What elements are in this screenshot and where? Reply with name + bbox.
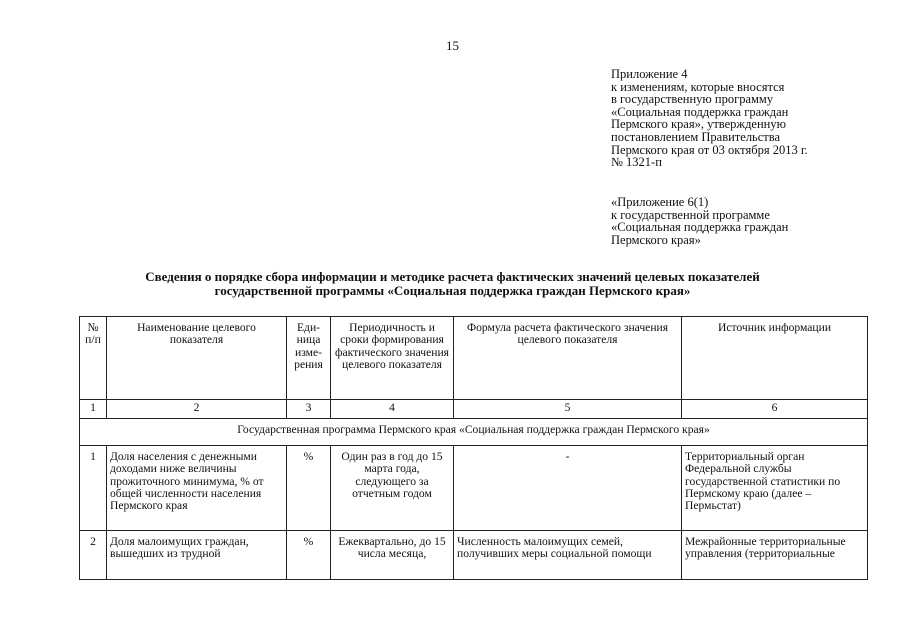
table-row: [80, 531, 868, 580]
annex-line: Приложение 4: [611, 67, 688, 81]
cell-number: 1: [80, 446, 107, 531]
table-header-row: [80, 317, 868, 400]
column-numbers-row: [80, 400, 868, 419]
section-title: Государственная программа Пермского края «Социальная поддержка граждан Пермского края»: [80, 419, 868, 446]
document-title-line1: Сведения о порядке сбора информации и методике расчета фактических значений целевых показателей: [145, 269, 760, 284]
cell-unit: %: [287, 446, 331, 531]
cell-formula: Численность малоимущих семей, получивших меры социальной помощи: [454, 531, 682, 580]
annex-program-block: [611, 196, 881, 246]
header-periodicity: Периодичность и сроки формирования фактического значения целевого показателя: [331, 317, 454, 400]
cell-indicator-name: Доля населения с денежными доходами ниже величины прожиточного минимума, % от общей численности населения Пермского края: [107, 446, 287, 531]
cell-indicator-name: Доля малоимущих граждан, вышедших из трудной: [107, 531, 287, 580]
header-number: № п/п: [80, 317, 107, 400]
annex-program-line: Пермского края»: [611, 232, 701, 247]
cell-unit: %: [287, 531, 331, 580]
document-title: [0, 270, 905, 298]
cell-formula: -: [454, 446, 682, 531]
section-row: [80, 419, 868, 446]
cell-number: 2: [80, 531, 107, 580]
annex-program-line: «Приложение 6(1): [611, 195, 709, 209]
table-row: [80, 446, 868, 531]
indicators-table: [79, 316, 868, 580]
annex-program-line: «Социальная поддержка граждан: [611, 220, 789, 235]
annex-line: «Социальная поддержка граждан: [611, 104, 789, 119]
annex-line: Пермского края от 03 октября 2013 г.: [611, 142, 808, 157]
column-number: 5: [454, 400, 682, 419]
header-indicator-name: Наименование целевого показателя: [107, 317, 287, 400]
column-number: 2: [107, 400, 287, 419]
cell-source: Межрайонные территориальные управления (территориальные: [682, 531, 868, 580]
cell-periodicity: Один раз в год до 15 марта года, следующего за отчетным годом: [331, 446, 454, 531]
annex-program-line: к государственной программе: [611, 207, 770, 222]
annex-line: в государственную программу: [611, 92, 774, 107]
annex-line: постановлением Правительства: [611, 129, 781, 144]
header-source: Источник информации: [682, 317, 868, 400]
header-unit: Еди-ница изме-рения: [287, 317, 331, 400]
page-number: 15: [446, 38, 459, 53]
document-title-line2: государственной программы «Социальная поддержка граждан Пермского края»: [214, 283, 691, 298]
header-formula: Формула расчета фактического значения целевого показателя: [454, 317, 682, 400]
annex-line: № 1321-п: [611, 155, 662, 170]
column-number: 3: [287, 400, 331, 419]
column-number: 6: [682, 400, 868, 419]
annex-line: Пермского края», утвержденную: [611, 117, 786, 132]
annex-block: [611, 68, 881, 169]
column-number: 1: [80, 400, 107, 419]
column-number: 4: [331, 400, 454, 419]
cell-periodicity: Ежеквартально, до 15 числа месяца,: [331, 531, 454, 580]
annex-line: к изменениям, которые вносятся: [611, 79, 785, 94]
cell-source: Территориальный орган Федеральной службы государственной статистики по Пермскому краю (далее – Пермьстат): [682, 446, 868, 531]
